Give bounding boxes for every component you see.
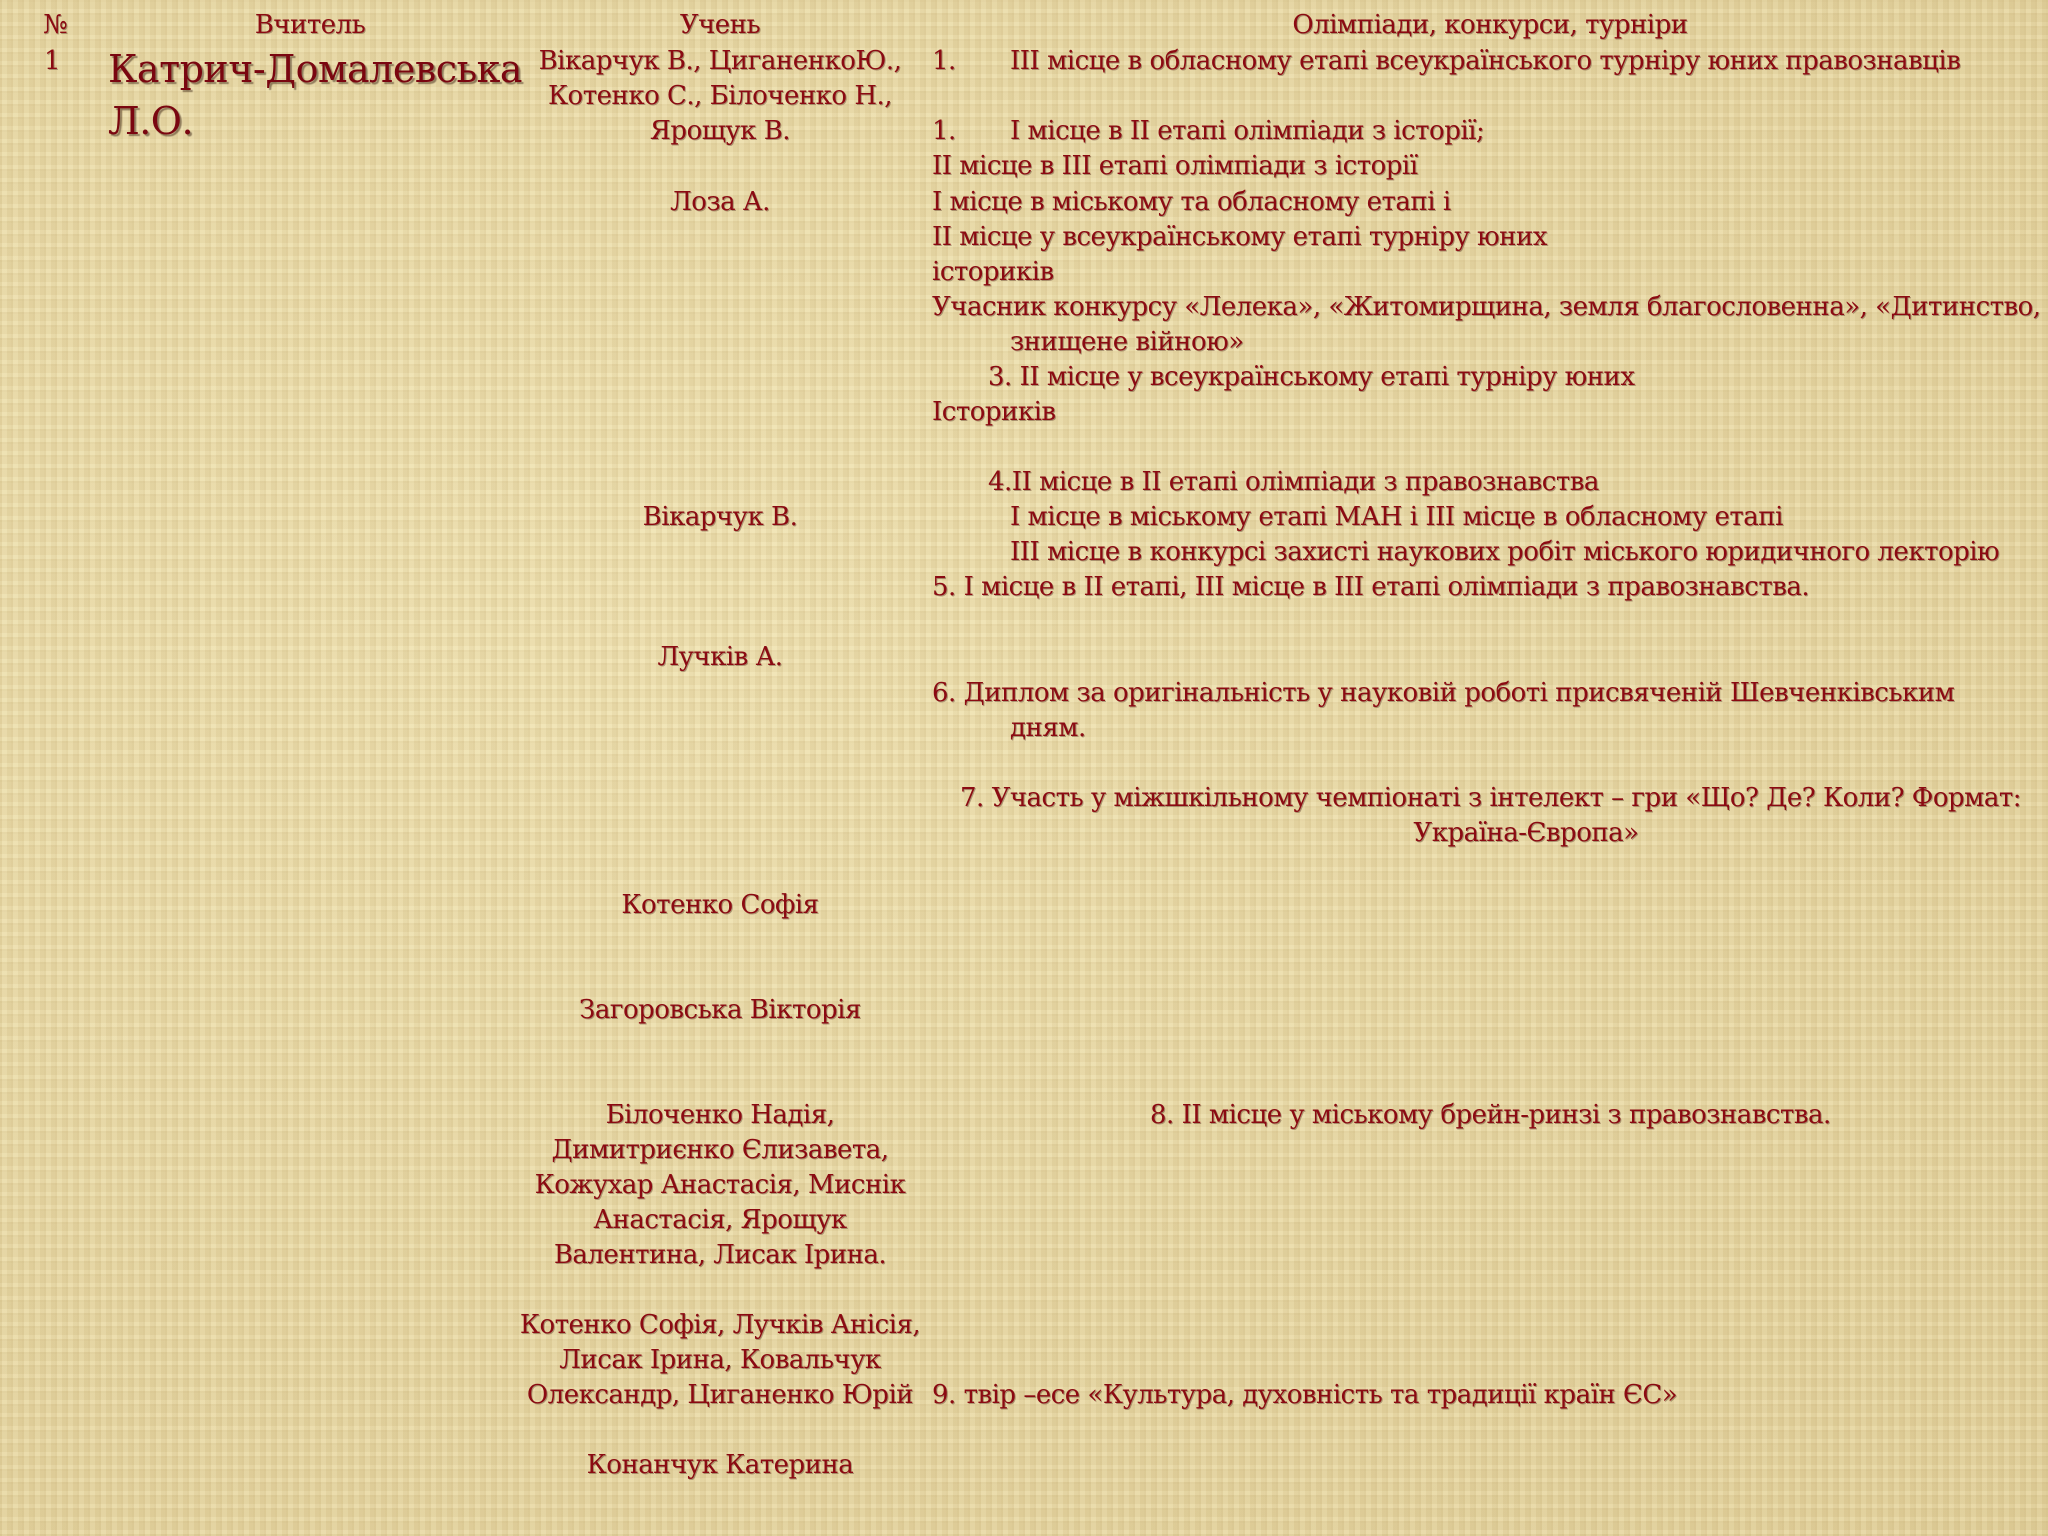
student-entry: Лисак Ірина, Ковальчук (559, 1345, 881, 1375)
achievement-line: І місце в міському етапі МАН і ІІІ місце в обласному етапі (1010, 502, 1783, 532)
achievement-number: 1. (932, 116, 956, 146)
student-entry: Вікарчук В. (642, 502, 798, 532)
header-number: № (42, 10, 68, 40)
achievement-line: 5. І місце в ІІ етапі, ІІІ місце в ІІІ етапі олімпіади з правознавства. (932, 572, 1810, 602)
achievement-line: 4.ІІ місце в ІІ етапі олімпіади з правознавства (988, 467, 1599, 497)
achievement-number: 1. (932, 46, 956, 76)
student-entry: Котенко Софія, Лучків Анісія, (519, 1310, 921, 1340)
achievement-line: дням. (1010, 713, 1086, 743)
achievement-line: ІІІ місце в конкурсі захисті наукових робіт міського юридичного лекторію (1010, 537, 2000, 567)
student-entry: Вікарчук В., ЦиганенкоЮ., (538, 46, 902, 76)
student-entry: Анастасія, Ярощук (593, 1205, 847, 1235)
student-entry: Котенко Софія (621, 890, 819, 920)
achievement-line: ІІІ місце в обласному етапі всеукраїнського турніру юних правознавців (1010, 46, 1961, 76)
achievement-line: 7. Участь у міжшкільному чемпіонаті з інтелект – гри «Що? Де? Коли? Формат: (960, 783, 2022, 813)
student-entry: Валентина, Лисак Ірина. (553, 1240, 887, 1270)
achievement-line: ІІ місце в ІІІ етапі олімпіади з історії (932, 151, 1418, 181)
student-entry: Лучків А. (657, 642, 783, 672)
student-entry: Лоза А. (670, 187, 770, 217)
student-entry: Загоровська Вікторія (579, 995, 861, 1025)
achievement-line: Учасник конкурсу «Лелека», «Житомирщина, земля благословенна», «Дитинство, (932, 292, 2041, 322)
teacher-name-line1: Катрич-Домалевська (108, 47, 523, 91)
achievement-line: ІІ місце у всеукраїнському етапі турніру юних (932, 222, 1547, 252)
student-entry: Конанчук Катерина (586, 1450, 854, 1480)
achievement-line: 8. ІІ місце у міському брейн-ринзі з правознавства. (1150, 1100, 1831, 1130)
achievement-line: знищене війною» (1010, 327, 1244, 357)
header-achievements: Олімпіади, конкурси, турніри (1292, 10, 1688, 40)
achievement-line: 9. твір –есе «Культура, духовність та традиції країн ЄС» (932, 1380, 1678, 1410)
header-student: Учень (679, 10, 761, 40)
teacher-name-line2: Л.О. (108, 99, 194, 143)
student-entry: Котенко С., Білоченко Н., (547, 81, 893, 111)
achievement-line: Істориків (932, 397, 1056, 427)
student-entry: Димитриєнко Єлизавета, (551, 1135, 889, 1165)
row-number: 1 (44, 46, 61, 76)
achievement-line: 3. ІІ місце у всеукраїнському етапі турніру юних (988, 362, 1635, 392)
student-entry: Олександр, Циганенко Юрій (526, 1380, 914, 1410)
achievement-line: І місце в міському та обласному етапі і (932, 187, 1451, 217)
student-entry: Ярощук В. (649, 116, 791, 146)
achievement-line: істориків (932, 257, 1054, 287)
student-entry: Білоченко Надія, (605, 1100, 835, 1130)
achievement-line: 6. Диплом за оригінальність у науковій роботі присвяченій Шевченківським (932, 678, 1955, 708)
achievement-line: Україна-Європа» (1413, 818, 1639, 848)
student-entry: Кожухар Анастасія, Миснік (534, 1170, 906, 1200)
header-teacher: Вчитель (254, 10, 366, 40)
achievement-line: І місце в ІІ етапі олімпіади з історії; (1010, 116, 1485, 146)
